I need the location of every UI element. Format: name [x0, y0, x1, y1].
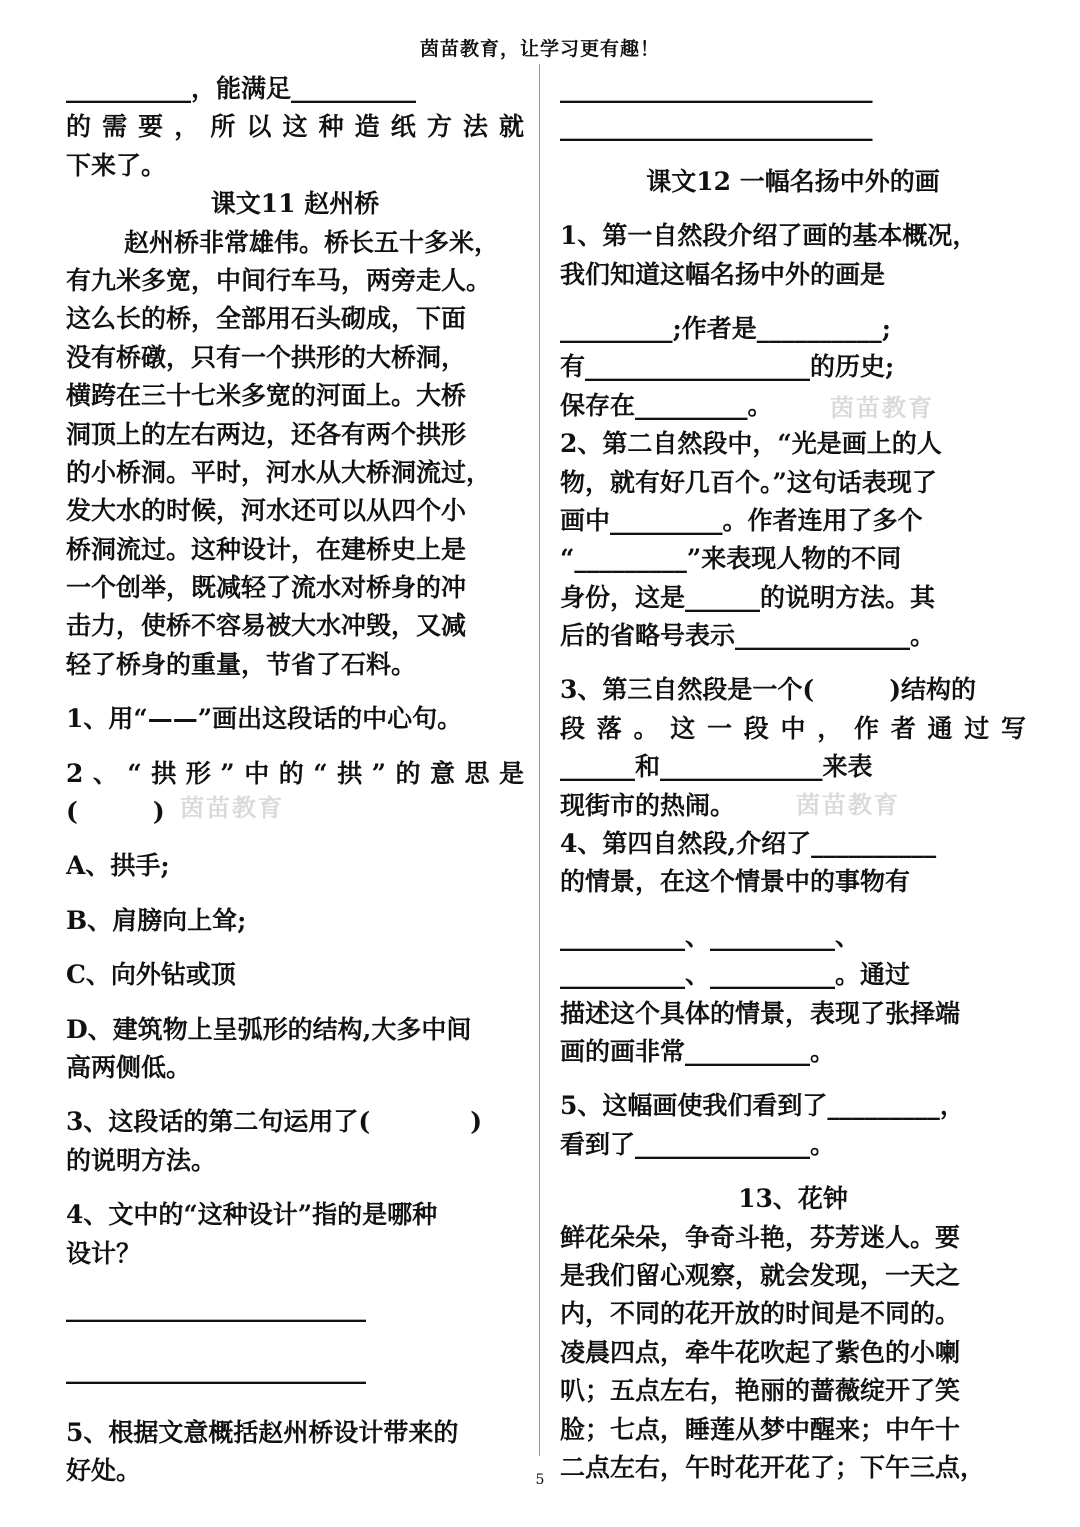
- text-line: 段落。这一段中，作者通过写: [560, 713, 1026, 743]
- text-line: 叭；五点左右，艳丽的蔷薇绽开了笑: [560, 1376, 961, 1406]
- right-column: [560, 70, 1026, 1487]
- spacer: [66, 940, 524, 956]
- page-number: 5: [535, 1472, 545, 1488]
- text-line: 一个创举，既减轻了流水对桥身的冲: [66, 573, 467, 603]
- spacer: [66, 886, 524, 902]
- text-line: 身份，这是______的说明方法。其: [560, 582, 936, 612]
- text-line: ________________________: [66, 1292, 366, 1322]
- text-line: 4、文中的“这种设计”指的是哪种: [66, 1200, 438, 1230]
- text-line: 物，就有好几百个。”这句话表现了: [560, 467, 937, 497]
- spacer: [560, 201, 1026, 217]
- page-header: 茵苗教育，让学习更有趣！: [419, 38, 660, 60]
- text-line: 内，不同的花开放的时间是不同的。: [560, 1299, 961, 1329]
- text-line: 3、第三自然段是一个( )结构的: [560, 675, 977, 705]
- text-line: 5、根据文意概括赵州桥设计带来的: [66, 1417, 459, 1447]
- text-line: 2、第二自然段中，“光是画上的人: [560, 429, 942, 459]
- text-line: 脸；七点，睡莲从梦中醒来；中午十: [560, 1414, 961, 1444]
- text-line: 发大水的时候，河水还可以从四个小: [66, 496, 467, 526]
- spacer: [66, 684, 524, 700]
- section-title: 课文11 赵州桥: [210, 189, 380, 219]
- text-line: 2、“拱形”中的“拱”的意思是: [66, 758, 524, 788]
- text-line: 的小桥洞。平时，河水从大桥洞流过，: [66, 457, 492, 487]
- text-line: 现街市的热闹。: [560, 790, 736, 820]
- spacer: [560, 1164, 1026, 1180]
- text-line: 5、这幅画使我们看到了_________，: [560, 1091, 965, 1121]
- text-line: 的情景，在这个情景中的事物有: [560, 867, 911, 897]
- text-line: “_________”来表现人物的不同: [560, 544, 902, 574]
- watermark: 茵苗教育: [796, 790, 900, 819]
- text-line: 我们知道这幅名扬中外的画是: [560, 259, 886, 289]
- text-line: 下来了。: [66, 150, 167, 180]
- text-line: _________;作者是__________;: [560, 313, 891, 343]
- text-line: _________________________: [560, 112, 873, 142]
- text-line: 是我们留心观察，就会发现，一天之: [560, 1260, 961, 1290]
- spacer: [560, 902, 1026, 918]
- text-line: A、拱手;: [66, 851, 170, 881]
- spacer: [66, 1390, 524, 1414]
- text-line: 的需要，所以这种造纸方法就: [66, 112, 524, 142]
- text-line: __________，能满足__________: [66, 74, 417, 103]
- text-line: 凌晨四点，牵牛花吹起了紫色的小喇: [560, 1337, 961, 1367]
- text-line: 横跨在三十七米多宽的河面上。大桥: [66, 381, 467, 411]
- text-line: _________________________: [560, 74, 873, 103]
- text-line: 这么长的桥，全部用石头砌成，下面: [66, 304, 467, 334]
- text-line: ______和_____________来表: [560, 752, 873, 782]
- text-line: 高两侧低。: [66, 1052, 192, 1082]
- text-line: 1、用“——”画出这段话的中心句。: [66, 704, 463, 734]
- text-line: C、向外钻或顶: [66, 960, 236, 990]
- text-line: 鲜花朵朵，争奇斗艳，芬芳迷人。要: [560, 1222, 961, 1252]
- text-line: 设计？: [66, 1238, 142, 1268]
- text-line: 有九米多宽，中间行车马，两旁走人。: [66, 265, 492, 295]
- text-line: 描述这个具体的情景，表现了张择端: [560, 998, 961, 1028]
- spacer: [66, 831, 524, 847]
- text-line: 好处。: [66, 1456, 142, 1486]
- text-line: D、建筑物上呈弧形的结构,大多中间: [66, 1014, 472, 1044]
- text-line: B、肩膀向上耸;: [66, 905, 247, 935]
- text-line: ( ): [66, 797, 165, 827]
- text-line: 击力，使桥不容易被大水冲毁，又减: [66, 611, 467, 641]
- text-line: 3、这段话的第二句运用了( ): [66, 1107, 483, 1137]
- text-line: 桥洞流过。这种设计，在建桥史上是: [66, 534, 467, 564]
- text-line: __________、__________、: [560, 921, 861, 951]
- spacer: [560, 1071, 1026, 1087]
- text-line: 轻了桥身的重量，节省了石料。: [66, 649, 417, 679]
- spacer: [66, 1180, 524, 1196]
- spacer: [66, 1087, 524, 1103]
- text-line: ________________________: [66, 1355, 366, 1385]
- left-column: [66, 70, 524, 1491]
- section-title: 课文12 一幅名扬中外的画: [646, 166, 940, 196]
- text-line: __________、__________。通过: [560, 960, 911, 990]
- text-line: 1、第一自然段介绍了画的基本概况，: [560, 221, 978, 251]
- text-line: 画的画非常__________。: [560, 1036, 836, 1066]
- text-line: 的说明方法。: [66, 1145, 217, 1175]
- column-divider: [539, 64, 540, 1456]
- text-line: 看到了______________。: [560, 1129, 836, 1159]
- spacer: [560, 147, 1026, 163]
- spacer: [560, 655, 1026, 671]
- watermark: 茵苗教育: [180, 793, 284, 822]
- section-title: 13、花钟: [738, 1184, 848, 1214]
- text-line: 后的省略号表示______________。: [560, 621, 936, 651]
- text-line: 赵州桥非常雄伟。桥长五十多米，: [124, 227, 500, 257]
- text-line: 有__________________的历史;: [560, 352, 895, 382]
- text-line: 洞顶上的左右两边，还各有两个拱形: [66, 419, 467, 449]
- text-line: 4、第四自然段,介绍了__________: [560, 829, 937, 859]
- text-line: 二点左右，午时花开花了；下午三点，: [560, 1452, 986, 1482]
- text-line: 保存在_________。: [560, 390, 773, 420]
- spacer: [66, 995, 524, 1011]
- spacer: [66, 1273, 524, 1289]
- text-line: 没有桥礅，只有一个拱形的大桥洞，: [66, 342, 467, 372]
- text-line: 画中_________。作者连用了多个: [560, 505, 923, 535]
- watermark: 茵苗教育: [830, 393, 934, 422]
- spacer: [66, 739, 524, 755]
- spacer: [66, 1327, 524, 1351]
- spacer: [560, 294, 1026, 310]
